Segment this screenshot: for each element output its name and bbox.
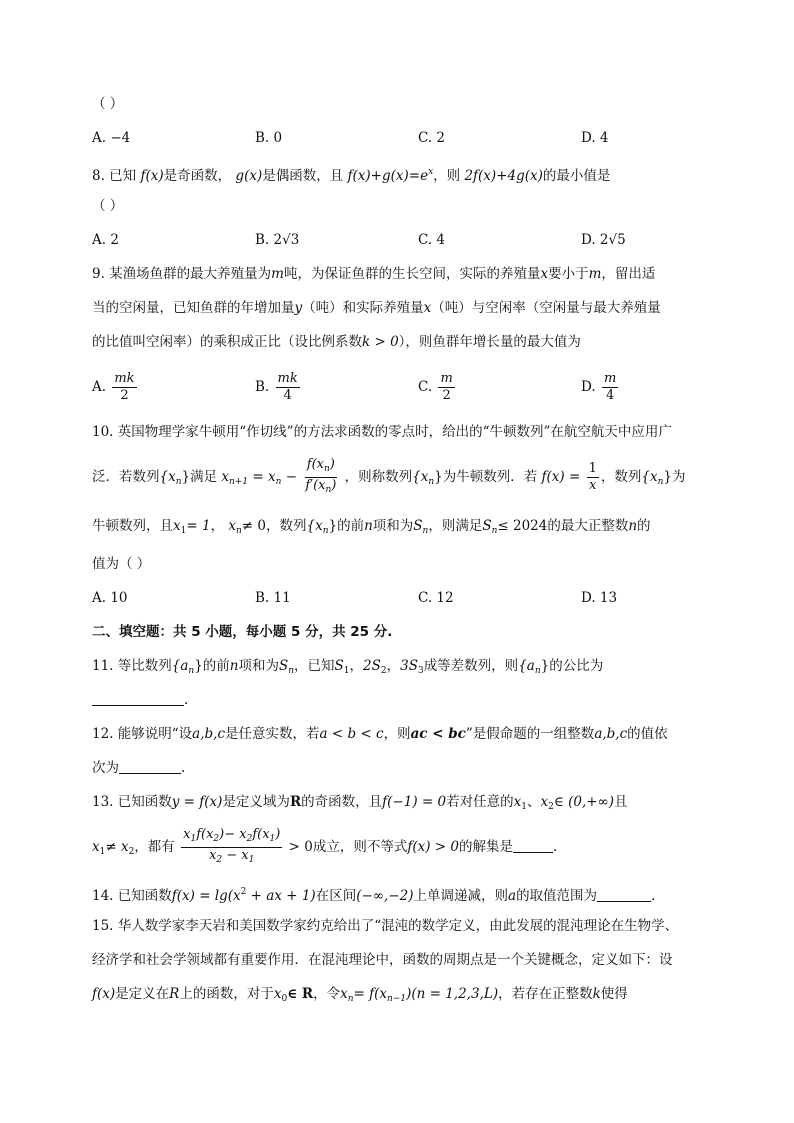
q9-options <box>92 366 712 408</box>
q10-line-4: 值为（ ） <box>92 556 151 572</box>
q7-option-b[interactable]: B. 0 <box>255 130 283 146</box>
q8-option-d[interactable]: D. 2√5 <box>581 232 626 248</box>
q13-line-1: 13. 已知函数y = f(x)是定义域为R的奇函数，且f(−1) = 0若对任意的$x_1$、$x_2\in$ (0,+∞)且 <box>92 794 628 812</box>
q8-option-a[interactable]: A. 2 <box>92 232 119 248</box>
q9-option-a[interactable]: A. $\frac{mk}{2}$ <box>92 371 135 403</box>
q9-option-d[interactable]: D. $\frac{m}{4}$ <box>581 371 617 403</box>
section-heading-fill-in: 二、填空题：共 5 小题，每小题 5 分，共 25 分. <box>92 624 393 640</box>
exam-page <box>92 94 712 1018</box>
q13-line-2: $x_1\ne x_2$，都有 $\frac{x_1f(x_2)- x_2f(x_1)}{x_2 - x_1}$ > 0成立，则不等式f(x) > 0的解集是 . <box>92 827 558 865</box>
q9-line-3: 的比值叫空闲率）的乘积成正比（设比例系数k > 0），则鱼群年增长量的最大值为 <box>92 334 581 350</box>
q8-paren: （ ） <box>92 198 124 214</box>
q12-answer-blank[interactable] <box>119 759 181 774</box>
q11-answer-blank[interactable] <box>92 691 184 706</box>
q9-line-1: 9. 某渔场鱼群的最大养殖量为m吨，为保证鱼群的生长空间，实际的养殖量x要小于m，留出适 <box>92 266 656 282</box>
q13-answer-blank[interactable] <box>513 838 553 853</box>
q7-paren: （ ） <box>92 96 124 112</box>
q10-line-3: 牛顿数列，且$x_1= 1$， $x_n\ne 0$，数列$\{x_n\}$的前n项和为$S_n$，则满足$S_n\le 2024$的最大正整数n的 <box>92 518 651 536</box>
q11-answer-line: . <box>92 690 712 710</box>
q9-option-b[interactable]: B. $\frac{mk}{4}$ <box>255 371 298 403</box>
q7-option-a[interactable]: A. −4 <box>92 130 131 146</box>
q8-option-b[interactable]: B. 2√3 <box>255 232 300 248</box>
q10-option-d[interactable]: D. 13 <box>581 590 618 606</box>
q11-stem: 11. 等比数列$\{a_n\}$的前n项和为$S_n$，已知$S_1$，$2S_2$，$3S_3$成等差数列，则$\{a_n\}$的公比为 <box>92 658 604 676</box>
q10-option-a[interactable]: A. 10 <box>92 590 128 606</box>
q10-line-1: 10. 英国物理学家牛顿用“作切线”的方法求函数的零点时，给出的“牛顿数列”在航空航天中应用广 <box>92 424 672 440</box>
q8-options <box>92 230 712 250</box>
q9-option-c[interactable]: C. $\frac{m}{2}$ <box>418 371 453 403</box>
q14-stem: 14. 已知函数$f(x) = \lg(x^2$ + ax + 1)在区间(−∞,−2)上单调递减，则a的取值范围为 . <box>92 887 656 904</box>
q12-stem: 12. 能够说明“设a,b,c是任意实数，若a < b < c，则ac < bc”是假命题的一组整数a,b,c的值依 <box>92 726 668 742</box>
q7-options <box>92 128 712 148</box>
q15-line-1: 15. 华人数学家李天岩和美国数学家约克给出了“混沌的数学定义，由此发展的混沌理论在生物学、 <box>92 918 679 934</box>
q10-option-c[interactable]: C. 12 <box>418 590 454 606</box>
q15-line-2: 经济学和社会学领域都有重要作用．在混沌理论中，函数的周期点是一个关键概念，定义如下：设 <box>92 952 673 968</box>
q14-answer-blank[interactable] <box>597 887 651 902</box>
q9-line-2: 当的空闲量，已知鱼群的年增加量y（吨）和实际养殖量x（吨）与空闲率（空闲量与最大养殖量 <box>92 300 661 316</box>
q8-option-c[interactable]: C. 4 <box>418 232 446 248</box>
q7-option-c[interactable]: C. 2 <box>418 130 446 146</box>
q12-answer-line: 次为 . <box>92 760 186 776</box>
q10-line-2: 泛．若数列$\{x_n\}$满足 $x_{n+1} = x_n$ − $\frac{f(x_n)}{f'(x_n)}$ ，则称数列$\{x_n\}$为牛顿数列．若 f(x) = $\frac{1}{x}$ ，数列$\{x_n\}$为 <box>92 457 686 495</box>
q7-option-d[interactable]: D. 4 <box>581 130 609 146</box>
q10-option-b[interactable]: B. 11 <box>255 590 291 606</box>
q15-line-3: f(x)是定义在R上的函数，对于$x_0\in$ R，令$x_n= f(x_{n-1})(n = 1,2,3,L)$，若存在正整数k使得 <box>92 986 628 1004</box>
q8-stem: 8. 已知 f(x)是奇函数， g(x)是偶函数，且 $f(x)+g(x)=e^x$，则 2f(x)+4g(x)的最小值是 <box>92 167 611 184</box>
q10-options <box>92 588 712 608</box>
